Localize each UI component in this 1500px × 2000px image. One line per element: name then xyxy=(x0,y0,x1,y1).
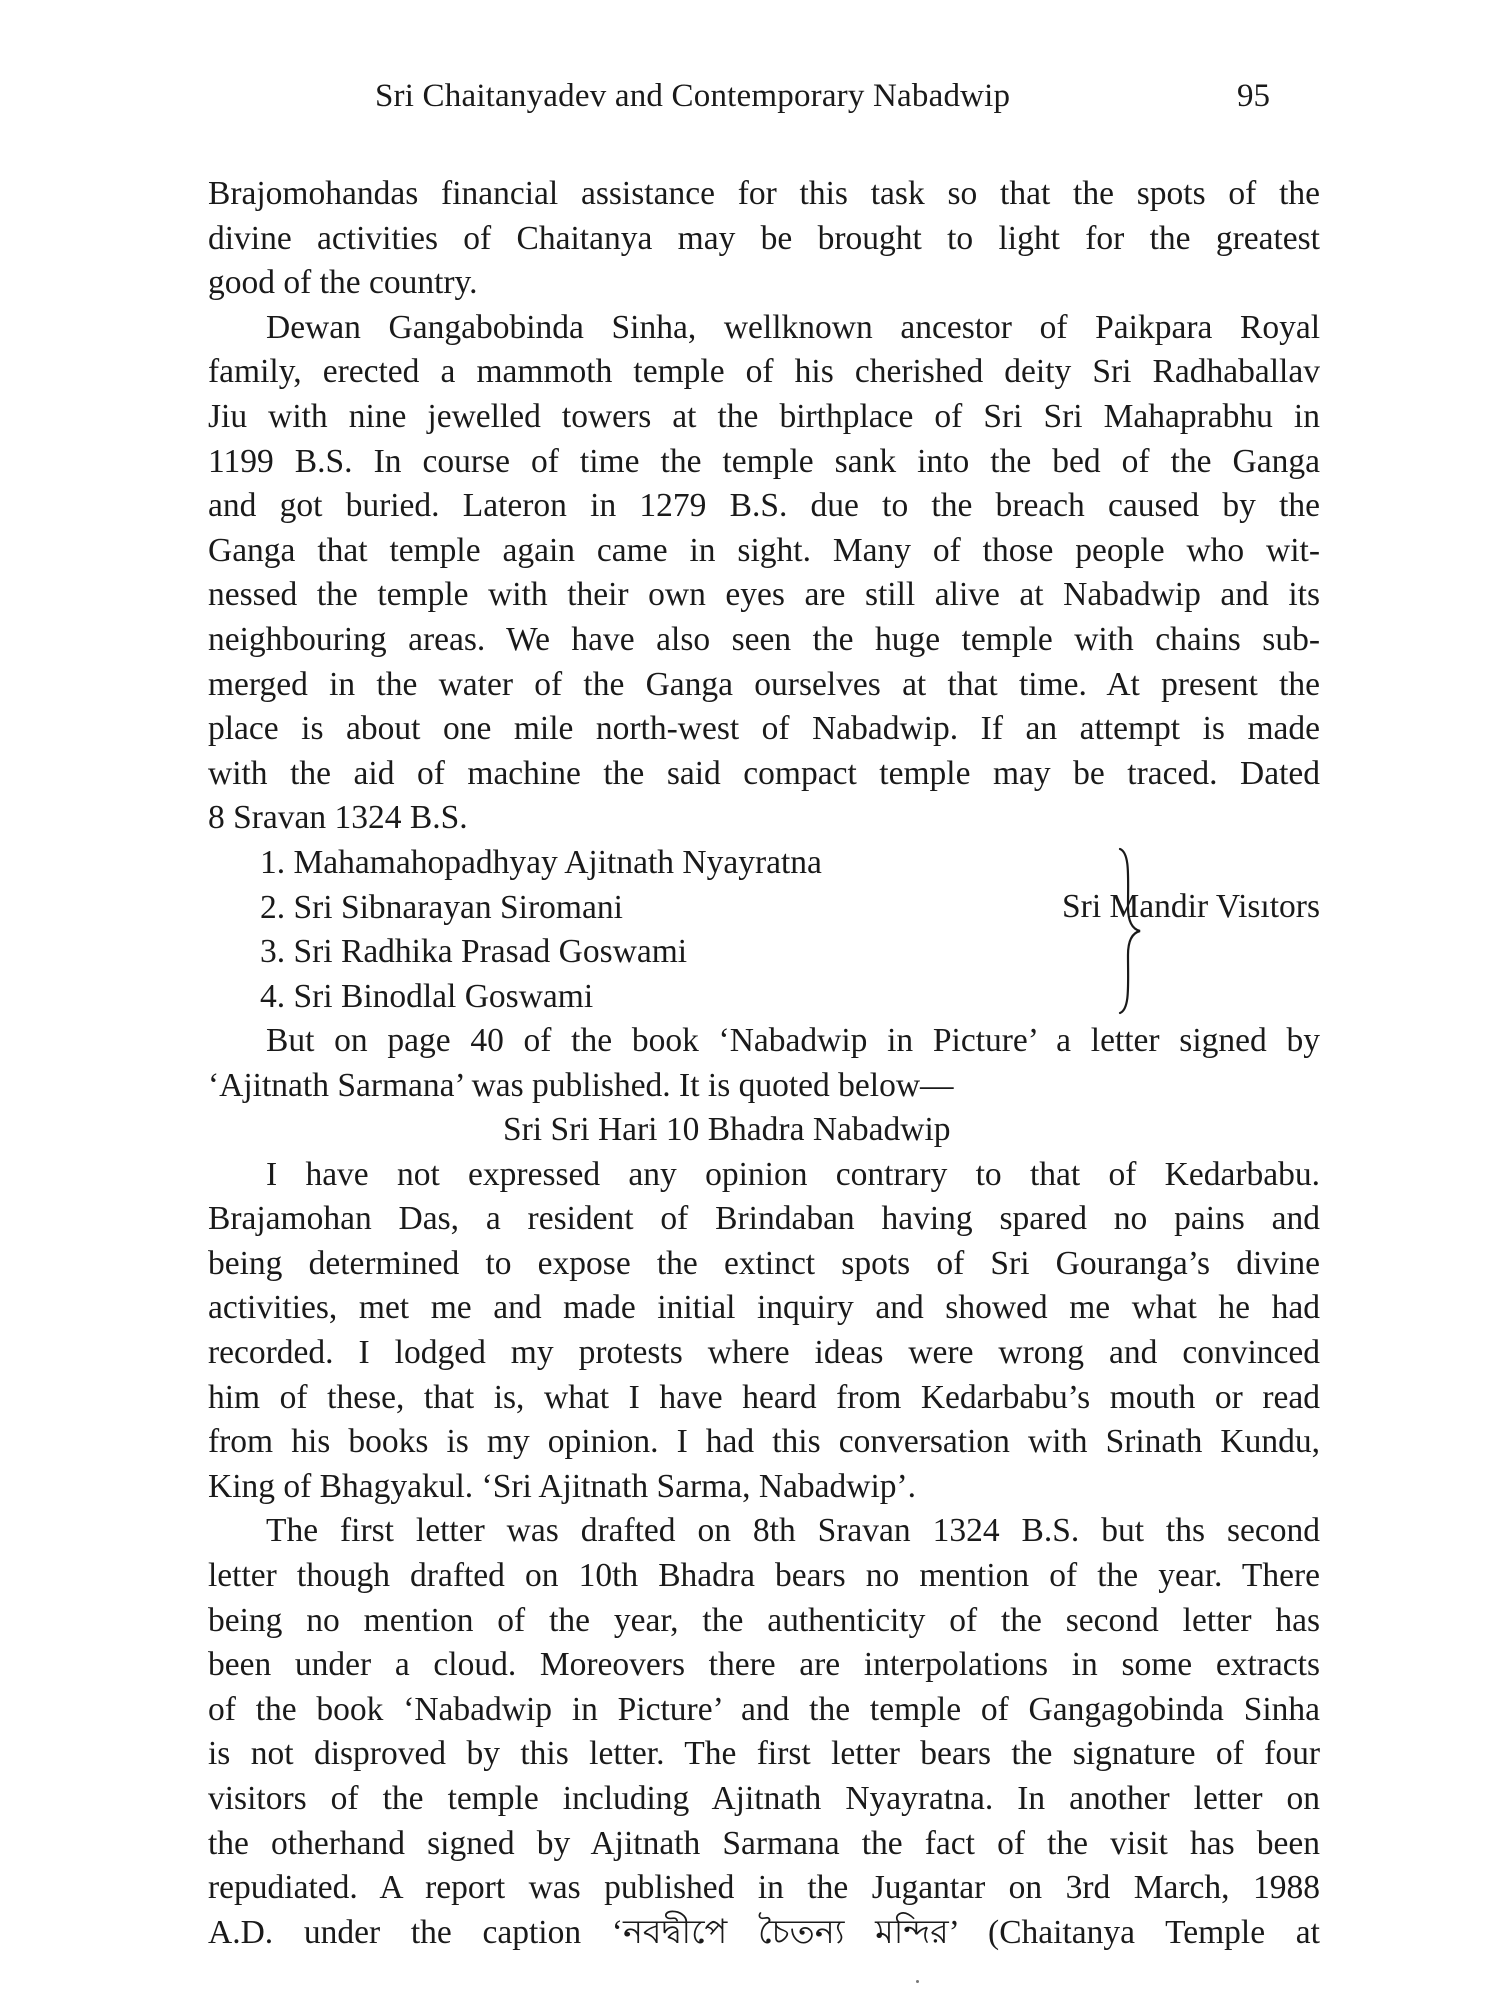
text-line: 1199 B.S. In course of time the temple sank into the bed of the Ganga xyxy=(208,442,1320,480)
signatory-item: 1. Mahamahopadhyay Ajitnath Nyayratna xyxy=(260,843,822,881)
text-line: But on page 40 of the book ‘Nabadwip in Picture’ a letter signed by xyxy=(266,1021,1320,1059)
text-line: A.D. under the caption ‘নবদ্বীপে চৈতন্য মন্দির’ (Chaitanya Temple at xyxy=(208,1913,1320,1951)
text-line: merged in the water of the Ganga ourselves at that time. At present the xyxy=(208,665,1320,703)
text-line: being no mention of the year, the authenticity of the second letter has xyxy=(208,1601,1320,1639)
text-line: The first letter was drafted on 8th Sravan 1324 B.S. but ths second xyxy=(266,1512,1320,1550)
signatory-item: 4. Sri Binodlal Goswami xyxy=(260,977,594,1015)
text-line: visitors of the temple including Ajitnath Nyayratna. In another letter on xyxy=(208,1780,1320,1817)
right-brace-icon xyxy=(1116,847,1146,1015)
text-line: him of these, that is, what I have heard from Kedarbabu’s mouth or read xyxy=(208,1378,1320,1416)
text-line: King of Bhagyakul. ‘Sri Ajitnath Sarma, Nabadwip’. xyxy=(208,1467,917,1505)
text-line: of the book ‘Nabadwip in Picture’ and the temple of Gangagobinda Sinha xyxy=(208,1690,1320,1728)
text-line: 8 Sravan 1324 B.S. xyxy=(208,799,468,837)
page-number: 95 xyxy=(1237,78,1270,114)
running-title: Sri Chaitanyadev and Contemporary Nabadwip xyxy=(375,78,1011,114)
text-line: ‘Ajitnath Sarmana’ was published. It is quoted below— xyxy=(208,1066,954,1104)
signatory-list xyxy=(208,841,1320,1019)
text-line: recorded. I lodged my protests where ideas were wrong and convinced xyxy=(208,1334,1320,1372)
text-line: place is about one mile north-west of Nabadwip. If an attempt is made xyxy=(208,710,1320,748)
text-line: divine activities of Chaitanya may be brought to light for the greatest xyxy=(208,219,1320,257)
signatory-item: 2. Sri Sibnarayan Siromani xyxy=(260,888,623,926)
text-line: from his books is my opinion. I had this conversation with Srinath Kundu, xyxy=(208,1423,1320,1461)
letter-heading: Sri Sri Hari 10 Bhadra Nabadwip xyxy=(503,1111,951,1149)
text-line: letter though drafted on 10th Bhadra bears no mention of the year. There xyxy=(208,1557,1320,1595)
text-line: been under a cloud. Moreovers there are interpolations in some extracts xyxy=(208,1646,1320,1684)
paragraph-4 xyxy=(208,1153,1320,1510)
signatory-item: 3. Sri Radhika Prasad Goswami xyxy=(260,933,688,971)
text-line: Brajamohan Das, a resident of Brindaban having spared no pains and xyxy=(208,1200,1320,1238)
text-line: Brajomohandas financial assistance for this task so that the spots of the xyxy=(208,175,1320,212)
text-line: good of the country. xyxy=(208,264,478,302)
text-line: and got buried. Lateron in 1279 B.S. due to the breach caused by the xyxy=(208,487,1320,525)
text-line: neighbouring areas. We have also seen the huge temple with chains sub- xyxy=(208,620,1320,658)
body-text xyxy=(208,172,1320,1955)
text-line: is not disproved by this letter. The first letter bears the signature of four xyxy=(208,1735,1320,1773)
text-line: with the aid of machine the said compact temple may be traced. Dated xyxy=(208,754,1320,792)
text-line: I have not expressed any opinion contrary to that of Kedarbabu. xyxy=(266,1155,1320,1193)
paragraph-5 xyxy=(208,1509,1320,1955)
text-line: nessed the temple with their own eyes are still alive at Nabadwip and its xyxy=(208,576,1320,614)
text-line: the otherhand signed by Ajitnath Sarmana the fact of the visit has been xyxy=(208,1824,1320,1862)
scan-speck xyxy=(916,1980,919,1983)
text-line: being determined to expose the extinct spots of Sri Gouranga’s divine xyxy=(208,1244,1320,1282)
text-line: Ganga that temple again came in sight. Many of those people who wit- xyxy=(208,531,1320,569)
brace-label: Sri Mandir Visıtors xyxy=(1062,887,1320,925)
paragraph-1 xyxy=(208,172,1320,306)
text-line: family, erected a mammoth temple of his cherished deity Sri Radhaballav xyxy=(208,353,1320,391)
paragraph-2 xyxy=(208,306,1320,841)
text-line: activities, met me and made initial inquiry and showed me what he had xyxy=(208,1289,1320,1327)
text-line: Jiu with nine jewelled towers at the birthplace of Sri Sri Mahaprabhu in xyxy=(208,397,1320,435)
text-line: repudiated. A report was published in the Jugantar on 3rd March, 1988 xyxy=(208,1869,1320,1907)
text-line: Dewan Gangabobinda Sinha, wellknown ancestor of Paikpara Royal xyxy=(266,308,1320,346)
paragraph-3 xyxy=(208,1019,1320,1108)
